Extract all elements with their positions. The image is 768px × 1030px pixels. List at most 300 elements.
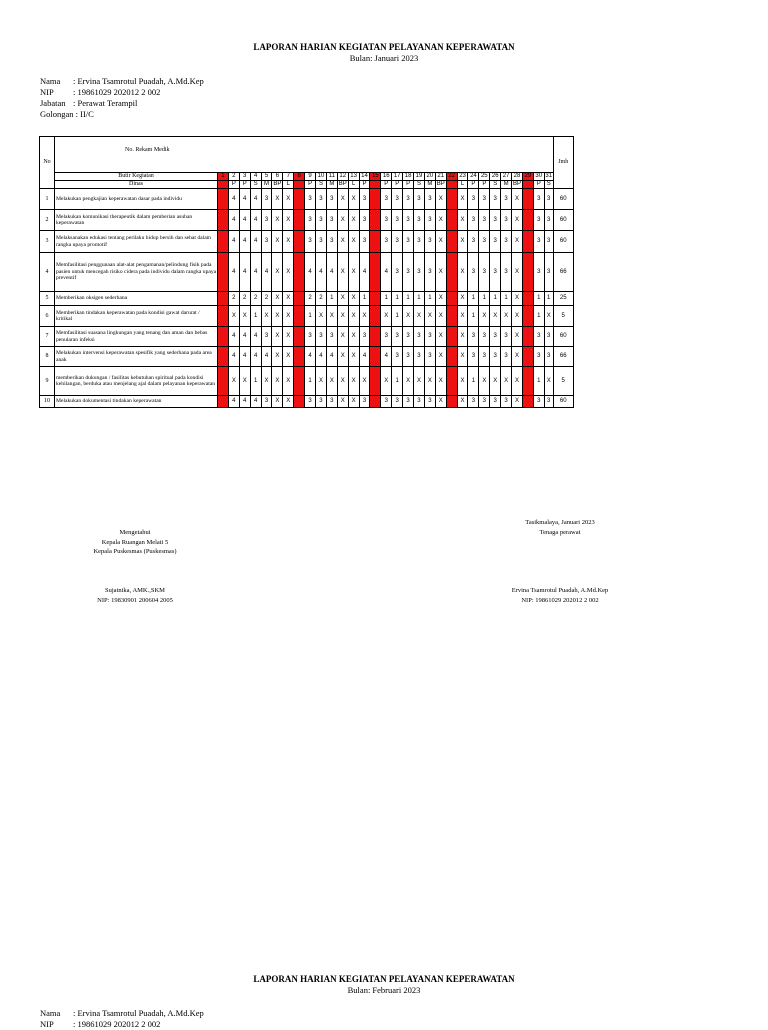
activity-value: 3 [305, 396, 316, 408]
activity-value: 3 [381, 396, 392, 408]
activity-value: X [239, 367, 250, 396]
row-total: 66 [553, 347, 573, 367]
activity-value: 3 [501, 396, 512, 408]
activity-description: Memberikan oksigen sederhana [55, 292, 218, 306]
activity-value [446, 292, 457, 306]
activity-value: X [435, 306, 446, 327]
activity-value: 3 [381, 210, 392, 231]
day-header: 23 [457, 173, 468, 181]
activity-value: X [512, 253, 523, 292]
dinas-cell: P [228, 181, 239, 189]
activity-value [522, 396, 533, 408]
activity-value: 1 [533, 292, 544, 306]
employee-info-feb [40, 1008, 204, 1030]
day-header: 10 [316, 173, 327, 181]
activity-value: 4 [261, 347, 272, 367]
dinas-cell: S [490, 181, 501, 189]
table-row [40, 327, 574, 347]
activity-value: 3 [305, 189, 316, 210]
activity-value: 4 [239, 231, 250, 253]
activity-value: 4 [228, 327, 239, 347]
activity-value: 1 [250, 306, 261, 327]
activity-value: X [359, 367, 370, 396]
activity-value: 4 [250, 231, 261, 253]
day-header: 22 [446, 173, 457, 181]
activity-value [370, 347, 381, 367]
activity-value: X [435, 189, 446, 210]
info-nip: NIP : 19861029 202012 2 002 [40, 87, 161, 97]
activity-value: X [283, 396, 294, 408]
activity-value [446, 396, 457, 408]
day-header: 21 [435, 173, 446, 181]
activity-value: X [283, 292, 294, 306]
row-number: 6 [40, 306, 55, 327]
activity-value: 3 [414, 347, 425, 367]
activity-value: 4 [239, 210, 250, 231]
activity-value: X [337, 306, 348, 327]
activity-value: 1 [501, 292, 512, 306]
activity-value: X [435, 396, 446, 408]
activity-value: 3 [424, 189, 435, 210]
activity-value: 3 [403, 189, 414, 210]
activity-value [446, 231, 457, 253]
activity-value [370, 231, 381, 253]
dinas-cell: P [305, 181, 316, 189]
sign-left-l3: Kepala Puskesmas (Puskesmas) [93, 548, 177, 555]
activity-value: 1 [424, 292, 435, 306]
activity-value: X [337, 292, 348, 306]
dinas-cell: S [250, 181, 261, 189]
activity-value: X [272, 253, 283, 292]
activity-value: 4 [228, 396, 239, 408]
table-header-row [40, 137, 574, 173]
dinas-cell [370, 181, 381, 189]
day-header: 24 [468, 173, 479, 181]
activity-value: 3 [261, 231, 272, 253]
info-nip-feb: NIP : 19861029 202012 2 002 [40, 1019, 161, 1029]
activity-value: 4 [239, 189, 250, 210]
day-header: 4 [250, 173, 261, 181]
activity-value: 3 [414, 327, 425, 347]
dinas-cell: S [544, 181, 553, 189]
activity-value: X [283, 327, 294, 347]
activity-value: X [403, 306, 414, 327]
activity-value: 1 [544, 292, 553, 306]
activity-value: X [272, 367, 283, 396]
activity-value: 3 [316, 396, 327, 408]
activity-value [370, 306, 381, 327]
activity-value [294, 292, 305, 306]
activity-value: 1 [381, 292, 392, 306]
activity-value [218, 396, 229, 408]
activity-value: 3 [501, 210, 512, 231]
day-header: 11 [326, 173, 337, 181]
activity-value [522, 253, 533, 292]
activity-value: X [348, 189, 359, 210]
activity-value: X [272, 189, 283, 210]
activity-value: X [283, 306, 294, 327]
activity-value: 4 [250, 189, 261, 210]
activity-value: 3 [316, 189, 327, 210]
activity-value: 4 [228, 189, 239, 210]
activity-value: X [337, 210, 348, 231]
sign-right-name: Ervina Tsamrotul Puadah, A.Md.Kep [511, 587, 609, 594]
activity-value: X [424, 367, 435, 396]
day-header: 15 [370, 173, 381, 181]
row-number: 8 [40, 347, 55, 367]
dinas-cell: BP [436, 181, 445, 187]
day-header: 19 [414, 173, 425, 181]
signature-right-block [460, 518, 660, 537]
dinas-cell: P [468, 181, 479, 189]
activity-value: X [512, 396, 523, 408]
activity-value: 4 [250, 327, 261, 347]
activity-description: Memberikan tindakan keperawatan pada kondisi gawat darurat / kritikal [55, 306, 218, 327]
activity-value: X [435, 327, 446, 347]
activity-value: 4 [239, 327, 250, 347]
signature-right-name-block [460, 586, 660, 605]
activity-value: X [457, 189, 468, 210]
activity-value: 4 [228, 347, 239, 367]
activity-value [294, 231, 305, 253]
activity-value: 1 [490, 292, 501, 306]
activity-value: X [457, 253, 468, 292]
activity-value: X [272, 231, 283, 253]
activity-value: X [457, 347, 468, 367]
activity-value: 3 [316, 327, 327, 347]
activity-value [294, 396, 305, 408]
activity-value: 3 [501, 231, 512, 253]
activity-value [294, 253, 305, 292]
activity-value: X [348, 327, 359, 347]
activity-value: X [512, 231, 523, 253]
activity-value: 4 [381, 253, 392, 292]
activity-value: 4 [381, 347, 392, 367]
dinas-cell: P [359, 181, 370, 189]
day-header: 27 [501, 173, 512, 181]
activity-value: 3 [424, 253, 435, 292]
activity-value: X [457, 327, 468, 347]
activity-value [294, 210, 305, 231]
activity-value: 3 [490, 253, 501, 292]
activity-value: 1 [359, 292, 370, 306]
activity-value: 4 [228, 210, 239, 231]
table-row [40, 253, 574, 292]
activity-value: 3 [424, 210, 435, 231]
activity-value: 3 [533, 189, 544, 210]
activity-value: 3 [533, 327, 544, 347]
activity-value: X [337, 367, 348, 396]
dinas-cell: L [457, 181, 468, 189]
activity-value: X [337, 327, 348, 347]
activity-value [446, 327, 457, 347]
dinas-row [40, 181, 574, 189]
activity-value: 2 [316, 292, 327, 306]
activity-value: 3 [392, 189, 403, 210]
activity-value: 4 [316, 347, 327, 367]
activity-value: 3 [501, 253, 512, 292]
dinas-cell: M [424, 181, 435, 189]
row-number: 9 [40, 367, 55, 396]
activity-value [218, 210, 229, 231]
day-header: 5 [261, 173, 272, 181]
activity-value: X [261, 367, 272, 396]
activity-value: X [414, 367, 425, 396]
activity-value: 3 [381, 189, 392, 210]
activity-value: 3 [544, 327, 553, 347]
activity-value: 3 [316, 210, 327, 231]
day-header: 16 [381, 173, 392, 181]
activity-value: 3 [392, 347, 403, 367]
sign-left-l1: Mengetahui [119, 529, 151, 536]
day-header: 31 [545, 173, 553, 179]
day-header: 29 [522, 173, 533, 181]
activity-value: X [272, 210, 283, 231]
dinas-cell [294, 181, 305, 189]
dinas-cell [522, 181, 533, 189]
day-header: 17 [392, 173, 403, 181]
activity-value: 4 [250, 210, 261, 231]
activity-value: 1 [403, 292, 414, 306]
activity-value [294, 327, 305, 347]
activity-value: X [435, 367, 446, 396]
activity-value: 1 [468, 367, 479, 396]
activity-value: 3 [359, 396, 370, 408]
activity-value: X [348, 306, 359, 327]
activity-value [522, 189, 533, 210]
activity-description: Melaksanakan edukasi tentang perilaku hidup bersih dan sehat dalam rangka upaya promotif [55, 231, 218, 253]
activity-value: X [359, 306, 370, 327]
activity-value: X [501, 367, 512, 396]
dinas-cell: L [283, 181, 294, 189]
table-row [40, 306, 574, 327]
activity-value: X [326, 306, 337, 327]
activity-value: X [403, 367, 414, 396]
activity-value: 3 [403, 327, 414, 347]
activity-value [370, 367, 381, 396]
activity-description: Memfasilitasi suasana lingkungan yang tenang dan aman dan bebas penularan infeksi [55, 327, 218, 347]
activity-value: 1 [392, 306, 403, 327]
activity-value [446, 306, 457, 327]
report-title-feb: LAPORAN HARIAN KEGIATAN PELAYANAN KEPERAWATAN [253, 974, 515, 984]
day-header: 26 [490, 173, 501, 181]
report-title: LAPORAN HARIAN KEGIATAN PELAYANAN KEPERAWATAN [253, 42, 515, 52]
activity-value: 3 [533, 347, 544, 367]
day-header: 3 [239, 173, 250, 181]
dinas-cell: P [381, 181, 392, 189]
activity-value: 3 [424, 347, 435, 367]
activity-value: X [272, 327, 283, 347]
activity-value: 3 [414, 231, 425, 253]
activity-value: X [435, 347, 446, 367]
day-header: 30 [533, 173, 544, 181]
row-number: 4 [40, 253, 55, 292]
table-row [40, 231, 574, 253]
activity-value: 3 [544, 189, 553, 210]
activity-value: 3 [490, 231, 501, 253]
activity-value: X [512, 189, 523, 210]
table-row [40, 292, 574, 306]
activity-value: X [512, 306, 523, 327]
day-header: 25 [479, 173, 490, 181]
activity-value: 3 [261, 396, 272, 408]
activity-value: 2 [250, 292, 261, 306]
activity-value [446, 367, 457, 396]
activity-description: memberikan dukungan / fasilitas kebutuhan spiritual pada kondisi kehilangan, berduka atau menjelang ajal dalam pelayanan keperawatan [55, 367, 218, 396]
activity-value: X [348, 231, 359, 253]
signature-left-block [35, 528, 235, 557]
activity-value: X [512, 210, 523, 231]
activity-value: 4 [316, 253, 327, 292]
dinas-cell: M [501, 181, 512, 189]
activity-value: X [457, 231, 468, 253]
activity-value: 2 [228, 292, 239, 306]
activity-value: X [512, 292, 523, 306]
report-month-feb: Bulan: Februari 2023 [347, 985, 421, 995]
day-header: 6 [272, 173, 283, 181]
activity-value [218, 253, 229, 292]
rekam-medik-label: No. Rekam Medik [125, 147, 170, 153]
activity-value: X [326, 367, 337, 396]
activity-value: 1 [305, 306, 316, 327]
activity-value: X [337, 396, 348, 408]
activity-value: X [381, 367, 392, 396]
activity-value: X [283, 189, 294, 210]
activity-description: Melakukan dokumentasi tindakan keperawatan [55, 396, 218, 408]
activity-value: 3 [305, 231, 316, 253]
jml-header: Jmh [553, 137, 573, 189]
activity-value: 1 [250, 367, 261, 396]
dinas-cell [218, 181, 229, 189]
activity-value: X [490, 306, 501, 327]
activity-value [370, 210, 381, 231]
activity-value: 4 [239, 396, 250, 408]
row-total: 25 [553, 292, 573, 306]
row-total: 60 [553, 396, 573, 408]
activity-value [294, 306, 305, 327]
activity-value: 4 [239, 253, 250, 292]
activity-value: 3 [403, 396, 414, 408]
activity-value: X [424, 306, 435, 327]
activity-value: 4 [359, 347, 370, 367]
dinas-header: Dinas [55, 181, 218, 189]
row-number: 7 [40, 327, 55, 347]
activity-value: X [490, 367, 501, 396]
activity-value [522, 306, 533, 327]
activity-value: 1 [533, 306, 544, 327]
activity-value: 3 [392, 396, 403, 408]
activity-value [218, 306, 229, 327]
dinas-cell: P [479, 181, 490, 189]
activity-value: 3 [359, 327, 370, 347]
activity-value: X [512, 347, 523, 367]
activity-value: 3 [468, 396, 479, 408]
activity-value: 3 [544, 231, 553, 253]
activity-value [218, 292, 229, 306]
dinas-cell: P [403, 181, 414, 189]
rekam-medik-header [55, 137, 554, 173]
activity-value: 3 [414, 396, 425, 408]
row-total: 60 [553, 231, 573, 253]
activity-value: 2 [239, 292, 250, 306]
activity-table [39, 136, 574, 408]
sign-left-name: Sujatnika, AMK.,SKM [105, 587, 165, 594]
activity-value [522, 210, 533, 231]
activity-value [446, 210, 457, 231]
row-number: 2 [40, 210, 55, 231]
day-header: 12 [337, 173, 348, 181]
info-golongan: Golongan : II/C [40, 109, 94, 119]
day-header: 28 [512, 173, 523, 181]
activity-value: 1 [468, 306, 479, 327]
activity-value [294, 189, 305, 210]
activity-value: X [283, 367, 294, 396]
activity-value: 3 [392, 210, 403, 231]
activity-description: Memfasilitasi penggunaan alat-alat pengamanan/pelindung fisik pada pasien untuk mencegah risiko cidera pada individu dalam rangka upaya preventif [55, 253, 218, 292]
activity-value: X [457, 396, 468, 408]
activity-value: 4 [250, 347, 261, 367]
activity-value: 3 [326, 210, 337, 231]
activity-value [218, 327, 229, 347]
activity-value: 3 [403, 347, 414, 367]
report-month: Bulan: Januari 2023 [349, 53, 419, 63]
info-name: Nama : Ervina Tsamrotul Puadah, A.Md.Kep [40, 76, 204, 86]
activity-value: 3 [392, 231, 403, 253]
employee-info [40, 76, 204, 120]
activity-value: 3 [424, 231, 435, 253]
activity-value: 3 [468, 189, 479, 210]
dinas-cell: P [239, 181, 250, 189]
activity-value: 3 [479, 396, 490, 408]
activity-value [370, 292, 381, 306]
activity-value: X [414, 306, 425, 327]
activity-value: 4 [228, 231, 239, 253]
activity-value: 4 [305, 253, 316, 292]
dinas-cell: L [348, 181, 359, 189]
activity-value: X [272, 396, 283, 408]
activity-value [370, 327, 381, 347]
table-row [40, 210, 574, 231]
activity-value: 3 [305, 210, 316, 231]
activity-value: 3 [381, 327, 392, 347]
info-jabatan: Jabatan : Perawat Terampil [40, 98, 138, 108]
activity-value [218, 347, 229, 367]
activity-value: 3 [261, 210, 272, 231]
dinas-cell: P [533, 181, 544, 189]
activity-description: Melakukan komunikasi therapeutik dalam pemberian asuhan keperawatan [55, 210, 218, 231]
activity-value: 3 [424, 327, 435, 347]
activity-value: 3 [501, 327, 512, 347]
activity-value: 1 [414, 292, 425, 306]
day-header: 7 [283, 173, 294, 181]
activity-value: 3 [501, 189, 512, 210]
row-total: 66 [553, 253, 573, 292]
activity-value: 3 [533, 231, 544, 253]
activity-value: 3 [490, 189, 501, 210]
activity-value: 3 [359, 210, 370, 231]
activity-value [294, 367, 305, 396]
activity-value: 3 [490, 396, 501, 408]
activity-value: X [512, 367, 523, 396]
activity-value [522, 231, 533, 253]
info-name-feb: Nama : Ervina Tsamrotul Puadah, A.Md.Kep [40, 1008, 204, 1018]
activity-value [446, 347, 457, 367]
day-header: 20 [424, 173, 435, 181]
dinas-cell [446, 181, 457, 189]
row-total: 60 [553, 210, 573, 231]
activity-value [218, 231, 229, 253]
activity-value: 3 [468, 231, 479, 253]
